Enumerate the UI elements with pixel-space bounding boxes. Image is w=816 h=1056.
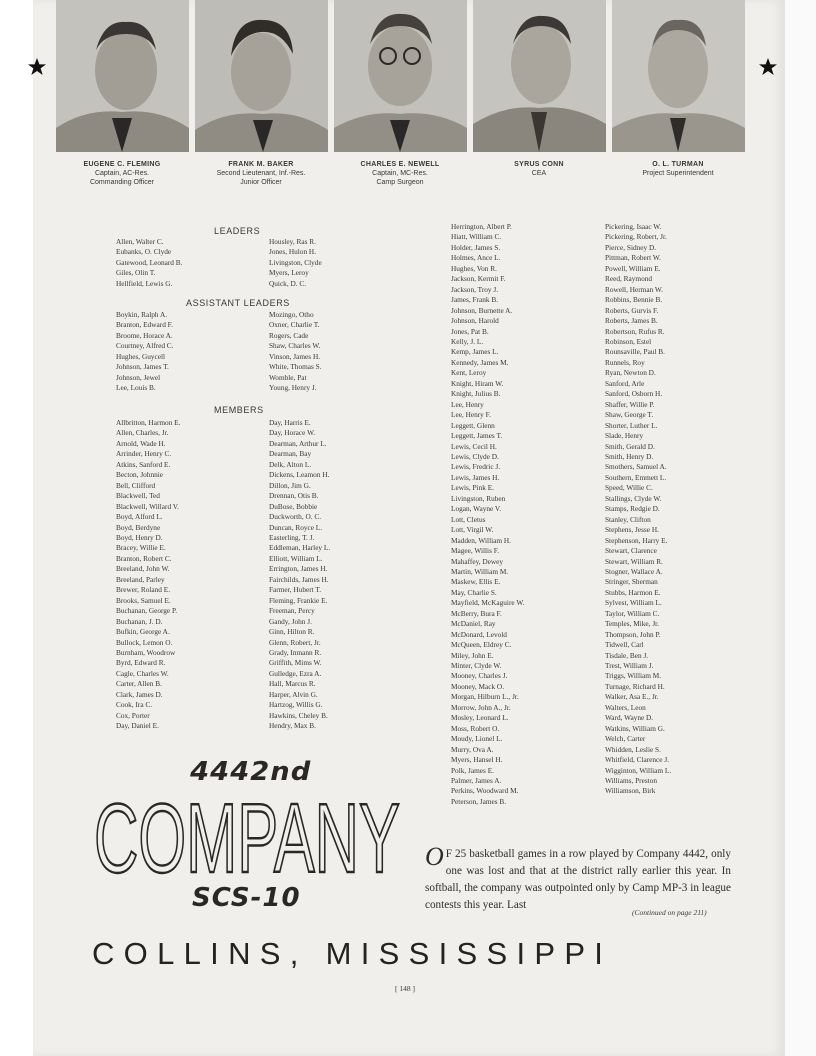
roster-entry: Martin, William M. — [451, 566, 509, 576]
article-body: F 25 basketball games in a row played by Company 4442, only one was lost and that at the district rally earlier this year. In softball, the company was outpointed only by Camp MP-3 in league contests this year. Last — [425, 848, 731, 911]
officer-rank: Project Superintendent — [642, 170, 714, 177]
roster-entry: Lewis, Clyde D. — [451, 451, 499, 461]
roster-entry: Hartzog, Willis G. — [269, 700, 323, 710]
roster-entry: Hendry, Max B. — [269, 721, 316, 731]
roster-entry: Eddleman, Harley L. — [269, 543, 331, 553]
roster-entry: Boyd, Berdyne — [116, 522, 161, 532]
roster-entry: Brooks, Samuel E. — [116, 595, 171, 605]
roster-entry: Easterling, T. J. — [269, 532, 315, 542]
roster-entry: Breeland, John W. — [116, 564, 170, 574]
roster-entry: Stubbs, Harmon E. — [605, 587, 661, 597]
roster-entry: Jackson, Kermit F. — [451, 274, 506, 284]
roster-entry: Bell, Clifford — [116, 480, 156, 490]
roster-entry: Pittman, Robert W. — [605, 253, 661, 263]
members-column-3 — [451, 222, 524, 807]
roster-entry: Knight, Hiram W. — [451, 378, 504, 388]
roster-entry: Fairchilds, James H. — [269, 574, 329, 584]
roster-entry: Freeman, Percy — [269, 606, 315, 616]
roster-entry: Cagle, Charles W. — [116, 668, 169, 678]
roster-entry: Knight, Julius B. — [451, 389, 501, 399]
officer-title: Commanding Officer — [89, 179, 155, 186]
roster-entry: Rogers, Cade — [269, 330, 309, 340]
page-number: [ 148 ] — [395, 984, 415, 993]
leaders-column-2 — [269, 237, 322, 289]
roster-entry: Robinson, Estel — [605, 336, 652, 346]
roster-entry: Powell, William E. — [605, 263, 661, 273]
roster-entry: Young, Henry J. — [269, 383, 317, 393]
roster-entry: Housley, Ras R. — [269, 237, 316, 246]
roster-entry: McQueen, Eldrey C. — [451, 640, 512, 650]
officer-rank: Captain, MC-Res. — [372, 170, 428, 177]
roster-entry: Day, Daniel E. — [116, 721, 159, 731]
portrait-photo — [612, 0, 745, 152]
roster-entry: Boyd, Henry D. — [116, 532, 163, 542]
roster-entry: Dickens, Leamon H. — [269, 470, 330, 480]
roster-entry: Breeland, Parley — [116, 574, 165, 584]
roster-entry: Burnham, Woodrow — [116, 647, 176, 657]
roster-entry: Smith, Henry D. — [605, 451, 654, 461]
roster-entry: Arnold, Wade H. — [116, 438, 166, 448]
officer-rank: Second Lieutenant, Inf.-Res. — [216, 170, 306, 177]
roster-entry: Mosley, Leonard L. — [451, 713, 509, 723]
roster-entry: Duncan, Royce L. — [269, 522, 323, 532]
portrait-photo — [473, 0, 606, 152]
roster-entry: Pierce, Sidney D. — [605, 242, 657, 252]
roster-entry: Johnson, Burnette A. — [451, 305, 513, 315]
roster-entry: Hawkins, Cheley B. — [269, 710, 328, 720]
roster-entry: Pickering, Isaac W. — [605, 222, 662, 231]
roster-entry: Errington, James H. — [269, 564, 328, 574]
roster-entry: Tisdale, Ben J. — [605, 650, 649, 660]
roster-entry: Leggett, James T. — [451, 431, 503, 441]
roster-entry: Slade, Henry — [605, 431, 644, 441]
officer-rank: Captain, AC-Res. — [94, 170, 150, 177]
roster-entry: Livingston, Clyde — [269, 257, 322, 267]
roster-entry: Watkins, William G. — [605, 723, 665, 733]
roster-entry: Stephenson, Harry E. — [605, 535, 668, 545]
roster-entry: Blackwell, Ted — [116, 491, 160, 501]
roster-entry: Cox, Porter — [116, 710, 150, 720]
members-column-4 — [605, 222, 671, 797]
roster-entry: Speed, Willie C. — [605, 483, 653, 493]
roster-entry: James, Frank B. — [451, 295, 499, 305]
roster-entry: McBerry, Bura F. — [451, 608, 502, 618]
roster-entry: Courtney, Alfred C. — [116, 341, 174, 351]
roster-entry: Moss, Robert O. — [451, 723, 500, 733]
roster-entry: Turnage, Richard H. — [605, 681, 665, 691]
roster-entry: Shorter, Luther L. — [605, 420, 658, 430]
roster-entry: Holmes, Ance L. — [451, 253, 501, 263]
roster-entry: Day, Horace W. — [269, 428, 316, 438]
drop-cap: O — [425, 842, 444, 871]
roster-entry: Allen, Walter C. — [116, 237, 164, 246]
roster-entry: Lewis, Cecil H. — [451, 441, 497, 451]
roster-entry: Johnson, Harold — [451, 316, 499, 326]
roster-entry: Hughes, Guycell — [116, 351, 166, 361]
roster-entry: Harper, Alvin G. — [269, 689, 318, 699]
officer-name: CHARLES E. NEWELL — [360, 161, 440, 168]
roster-entry: Taylor, William C. — [605, 608, 660, 618]
location-title: COLLINS, MISSISSIPPI — [92, 936, 613, 971]
roster-entry: Stamps, Redgie D. — [605, 504, 660, 514]
assistant-leaders-column-2 — [269, 310, 322, 394]
officer-caption — [608, 160, 748, 178]
roster-entry: Mooney, Mack O. — [451, 681, 505, 691]
roster-entry: Shaw, Charles W. — [269, 341, 321, 351]
roster-entry: Buchanan, George P. — [116, 606, 178, 616]
assistant-leaders-heading: ASSISTANT LEADERS — [186, 298, 290, 308]
roster-entry: Minter, Clyde W. — [451, 661, 502, 671]
roster-entry: Stewart, William R. — [605, 556, 663, 566]
roster-entry: Sylvest, William L. — [605, 598, 662, 608]
roster-entry: Eubanks, O. Clyde — [116, 247, 172, 257]
roster-entry: Becton, Johnnie — [116, 470, 164, 480]
officer-caption — [330, 160, 470, 187]
officer-rank: CEA — [531, 170, 547, 177]
roster-entry: Perkins, Woodward M. — [451, 786, 519, 796]
roster-entry: Polk, James E. — [451, 765, 494, 775]
roster-entry: Rowell, Herman W. — [605, 284, 663, 294]
roster-entry: McDonard, Levold — [451, 629, 507, 639]
roster-entry: Smith, Gerald D. — [605, 441, 655, 451]
roster-entry: Dearman, Arthur L. — [269, 438, 327, 448]
roster-entry: Grady, Inmann R. — [269, 647, 322, 657]
roster-entry: Robbins, Bennie B. — [605, 295, 663, 305]
roster-entry: Sanford, Arle — [605, 378, 645, 388]
roster-entry: Womble, Pat — [269, 372, 307, 382]
roster-entry: Roberts, James B. — [605, 316, 658, 326]
officer-captions — [56, 160, 746, 198]
portrait-photo — [334, 0, 467, 152]
leaders-heading: LEADERS — [214, 226, 261, 236]
roster-entry: Buchanan, J. D. — [116, 616, 163, 626]
roster-entry: Stephens, Jesse H. — [605, 525, 659, 535]
officer-name: SYRUS CONN — [514, 161, 564, 168]
members-column-1 — [116, 418, 180, 732]
roster-entry: Welch, Carter — [605, 734, 646, 744]
roster-entry: Wigginton, William L. — [605, 765, 672, 775]
roster-entry: Mozingo, Otho — [269, 310, 314, 319]
roster-entry: Boykin, Ralph A. — [116, 310, 168, 319]
roster-entry: Kelly, J. L. — [451, 336, 484, 346]
roster-entry: Clark, James D. — [116, 689, 163, 699]
roster-entry: Myers, Leroy — [269, 268, 309, 278]
roster-entry: Pickering, Robert, Jr. — [605, 232, 667, 242]
roster-entry: Logan, Wayne V. — [451, 504, 502, 514]
roster-entry: Lott, Cletus — [451, 514, 486, 524]
roster-entry: Herrington, Albert P. — [451, 222, 512, 231]
roster-entry: Jones, Pat B. — [451, 326, 489, 336]
roster-entry: Thompson, John P. — [605, 629, 661, 639]
roster-entry: Glenn, Robert, Jr. — [269, 637, 321, 647]
roster-entry: Murry, Ova A. — [451, 744, 494, 754]
roster-entry: Trest, William J. — [605, 661, 654, 671]
roster-entry: Whidden, Leslie S. — [605, 744, 661, 754]
roster-entry: Miley, John E. — [451, 650, 494, 660]
roster-entry: Magee, Willis F. — [451, 546, 500, 556]
roster-entry: Walker, Asa E., Jr. — [605, 692, 659, 702]
roster-entry: Leggett, Glenn — [451, 420, 495, 430]
roster-entry: Dearman, Bay — [269, 449, 312, 459]
roster-entry: Hiatt, William C. — [451, 232, 502, 242]
roster-entry: Stogner, Wallace A. — [605, 566, 663, 576]
officer-name: O. L. TURMAN — [652, 161, 704, 168]
roster-entry: Gatewood, Leonard B. — [116, 257, 183, 267]
company-number: 4442nd — [190, 757, 312, 787]
roster-entry: Griffith, Mims W. — [269, 658, 322, 668]
roster-entry: Giles, Olin T. — [116, 268, 156, 278]
roster-entry: Carter, Allen B. — [116, 679, 162, 689]
roster-entry: Bullock, Lemon O. — [116, 637, 173, 647]
roster-entry: Lee, Louis B. — [116, 383, 156, 393]
roster-entry: Kent, Leroy — [451, 368, 487, 378]
roster-entry: Ryan, Newton D. — [605, 368, 656, 378]
roster-entry: Lott, Virgil W. — [451, 525, 494, 535]
roster-entry: Reed, Raymond — [605, 274, 653, 284]
roster-entry: Drennan, Otis B. — [269, 491, 319, 501]
scs-label: SCS-10 — [192, 883, 301, 913]
page-edge — [785, 0, 816, 1056]
star-icon-right — [758, 57, 778, 77]
roster-entry: Kennedy, James M. — [451, 357, 509, 367]
roster-entry: Madden, William H. — [451, 535, 511, 545]
roster-entry: Maskew, Ellis E. — [451, 577, 501, 587]
roster-entry: Holder, James S. — [451, 242, 501, 252]
roster-entry: Lee, Henry — [451, 399, 484, 409]
company-title — [94, 790, 404, 880]
roster-entry: Hall, Marcus R. — [269, 679, 316, 689]
roster-entry: Blackwell, Willard V. — [116, 501, 179, 511]
roster-entry: Ward, Wayne D. — [605, 713, 654, 723]
officer-title: Camp Surgeon — [376, 179, 424, 186]
officer-caption — [469, 160, 609, 178]
officer-name: FRANK M. BAKER — [228, 161, 294, 168]
roster-entry: Jackson, Troy J. — [451, 284, 499, 294]
star-icon-left — [27, 57, 47, 77]
roster-entry: Johnson, James T. — [116, 362, 169, 372]
roster-entry: Dillon, Jim G. — [269, 480, 311, 490]
roster-entry: Bracey, Willie E. — [116, 543, 166, 553]
roster-entry: Temples, Mike, Jr. — [605, 619, 660, 629]
roster-entry: Arrinder, Henry C. — [116, 449, 172, 459]
roster-entry: Branton, Edward F. — [116, 320, 173, 330]
roster-entry: Kemp, James L. — [451, 347, 499, 357]
roster-entry: Fleming, Frankie E. — [269, 595, 328, 605]
roster-entry: Duckworth, O. C. — [269, 512, 322, 522]
roster-entry: Delk, Alton L. — [269, 459, 312, 469]
roster-entry: Shaw, George T. — [605, 410, 654, 420]
roster-entry: Stringer, Sherman — [605, 577, 658, 587]
roster-entry: Sanford, Osborn H. — [605, 389, 663, 399]
roster-entry: Allbritton, Harmon E. — [116, 418, 181, 427]
roster-entry: Ginn, Hilton R. — [269, 627, 315, 637]
roster-entry: Quick, D. C. — [269, 278, 307, 288]
roster-entry: Allen, Charles, Jr. — [116, 428, 169, 438]
roster-entry: Rounsaville, Paul B. — [605, 347, 665, 357]
roster-entry: Hellfield, Lewis G. — [116, 278, 173, 288]
roster-entry: Cook, Ira C. — [116, 700, 153, 710]
roster-entry: Lee, Henry F. — [451, 410, 491, 420]
roster-entry: Moudy, Lionel L. — [451, 734, 503, 744]
roster-entry: Walters, Leon — [605, 702, 646, 712]
roster-entry: DuBose, Bobbie — [269, 501, 318, 511]
roster-entry: Atkins, Sanford E. — [116, 459, 171, 469]
roster-entry: Elliott, William L. — [269, 553, 323, 563]
roster-entry: Vinson, James H. — [269, 351, 321, 361]
portrait-photo — [195, 0, 328, 152]
roster-entry: Southern, Emmett L. — [605, 472, 667, 482]
portrait-photo — [56, 0, 189, 152]
officer-name: EUGENE C. FLEMING — [83, 161, 161, 168]
roster-entry: May, Charlie S. — [451, 587, 497, 597]
roster-entry: Jones, Hulon H. — [269, 247, 317, 257]
officer-portraits — [56, 0, 746, 152]
members-heading: MEMBERS — [214, 405, 264, 415]
roster-entry: Whitfield, Clarence J. — [605, 755, 670, 765]
roster-entry: White, Thomas S. — [269, 362, 322, 372]
roster-entry: Morgan, Hilburn L., Jr. — [451, 692, 519, 702]
roster-entry: Shaffer, Willie P. — [605, 399, 655, 409]
roster-entry: Farmer, Hubert T. — [269, 585, 322, 595]
company-word-text: COMPANY — [94, 790, 400, 880]
roster-entry: Myers, Hansel H. — [451, 755, 503, 765]
roster-entry: Roberts, Gurvis F. — [605, 305, 659, 315]
roster-entry: Williamson, Birk — [605, 786, 656, 796]
roster-entry: Oxner, Charlie T. — [269, 320, 320, 330]
roster-entry: Byrd, Edward R. — [116, 658, 166, 668]
roster-entry: Peterson, James B. — [451, 796, 507, 806]
article-text — [425, 842, 731, 914]
roster-entry: Stallings, Clyde W. — [605, 493, 662, 503]
members-column-2 — [269, 418, 330, 732]
leaders-column-1 — [116, 237, 182, 289]
roster-entry: Gulledge, Ezra A. — [269, 668, 322, 678]
roster-entry: Morrow, John A., Jr. — [451, 702, 511, 712]
roster-entry: Day, Harris E. — [269, 418, 311, 427]
roster-entry: Hughes, Von R. — [451, 263, 497, 273]
roster-entry: Lewis, Fredric J. — [451, 462, 501, 472]
roster-entry: Stanley, Clifton — [605, 514, 651, 524]
roster-entry: Triggs, William M. — [605, 671, 662, 681]
roster-entry: Livingston, Ruben — [451, 493, 506, 503]
roster-entry: Gandy, John J. — [269, 616, 312, 626]
roster-entry: Stewart, Clarence — [605, 546, 657, 556]
roster-entry: Williams, Preston — [605, 776, 657, 786]
officer-caption — [191, 160, 331, 187]
roster-entry: Boyd, Alford L. — [116, 512, 163, 522]
roster-entry: Tidwell, Carl — [605, 640, 644, 650]
roster-entry: Broome, Horace A. — [116, 330, 173, 340]
roster-entry: Lewis, James H. — [451, 472, 500, 482]
roster-entry: Palmer, James A. — [451, 776, 502, 786]
roster-entry: Brewer, Roland E. — [116, 585, 171, 595]
roster-entry: Mooney, Charles J. — [451, 671, 508, 681]
assistant-leaders-column-1 — [116, 310, 174, 394]
roster-entry: Smothers, Samuel A. — [605, 462, 667, 472]
roster-entry: Johnson, Jewel — [116, 372, 161, 382]
roster-entry: Mayfield, McKaguire W. — [451, 598, 525, 608]
officer-title: Junior Officer — [240, 179, 282, 186]
roster-entry: Robertson, Rufus R. — [605, 326, 665, 336]
roster-entry: Lewis, Pink E. — [451, 483, 494, 493]
roster-entry: Mahaffey, Dewey — [451, 556, 504, 566]
officer-caption — [52, 160, 192, 187]
roster-entry: Bufkin, George A. — [116, 627, 170, 637]
roster-entry: McDaniel, Ray — [451, 619, 496, 629]
roster-entry: Branton, Robert C. — [116, 553, 172, 563]
continued-note: (Continued on page 211) — [632, 908, 707, 917]
roster-entry: Runnels, Roy — [605, 357, 645, 367]
